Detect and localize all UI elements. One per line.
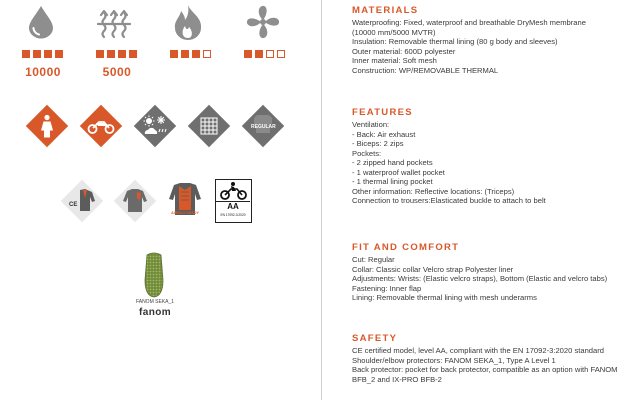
protector-armor-badge xyxy=(112,178,158,229)
ventilation-rating xyxy=(244,50,286,60)
fan-icon xyxy=(245,4,281,40)
fit-comfort-heading: FIT AND COMFORT xyxy=(352,242,460,253)
motorcycle-touring-badge xyxy=(78,103,124,154)
fit-comfort-text: Cut: Regular Collar: Classic collar Velcro strap Polyester liner Adjustments: Wrists: (Elastic velcro straps), Bottom (Elastic and velcro tabs) Fastening: Inner flap Lining: Removable thermal lining with mesh underarms xyxy=(352,255,608,302)
features-text: Ventilation: - Back: Air exhaust - Biceps: 2 zips Pockets: - 2 zipped hand pockets - 1 waterproof wallet pocket - 1 thermal lining pocket Other information: Reflective locations: (Triceps) Connection to trousers:Elasticated buckle to attach to belt xyxy=(352,120,546,205)
materials-text: Waterproofing: Fixed, waterproof and breathable DryMesh membrane (10000 mm/5000 MVTR) Insulation: Removable thermal lining (80 g body and sleeves) Outer material: 600D polyester Inner material: Soft mesh Construction: WP/REMOVABLE THERMAL xyxy=(352,18,586,75)
breathability-rating xyxy=(96,50,138,60)
mesh-fabric-badge xyxy=(186,103,232,154)
waterproof-rating xyxy=(22,50,64,60)
cert-class-label: AA xyxy=(216,201,250,211)
airbag-ready-badge xyxy=(165,178,205,224)
en17092-certification-badge xyxy=(215,179,252,223)
water-drop-icon xyxy=(26,5,56,39)
gender-female-badge xyxy=(24,103,70,154)
flame-icon xyxy=(171,3,205,41)
features-heading: FEATURES xyxy=(352,107,413,118)
waterproof-value: 10000 xyxy=(25,65,61,79)
breathability-icon xyxy=(95,3,133,41)
protector-image xyxy=(143,252,165,303)
column-divider xyxy=(321,0,322,400)
cert-standard-label: EN 17092-3:2020 xyxy=(220,213,246,217)
fanom-logo: fanom xyxy=(139,307,171,318)
airbag-ready-label: AIRBAG READY xyxy=(171,211,199,215)
materials-heading: MATERIALS xyxy=(352,5,419,16)
regular-fit-badge xyxy=(240,103,286,149)
ce-certified-badge xyxy=(59,178,105,229)
regular-fit-label: REGULAR xyxy=(251,124,276,130)
svg-text:CE: CE xyxy=(69,202,78,208)
breathability-value: 5000 xyxy=(102,65,132,79)
safety-text: CE certified model, level AA, compliant with the EN 17092-3:2020 standard Shoulder/elbow protectors: FANOM SEKA_1, Type A Level 1 Back protector: pocket for back protector, compatible as an option with FANOM BFB_2 and IX-PRO BFB-2 xyxy=(352,346,618,384)
warmth-rating xyxy=(170,50,212,60)
protector-caption: FANOM SEKA_1 xyxy=(135,299,175,305)
safety-heading: SAFETY xyxy=(352,333,398,344)
four-season-weather-badge xyxy=(132,103,178,154)
motorcyclist-icon xyxy=(216,181,250,201)
